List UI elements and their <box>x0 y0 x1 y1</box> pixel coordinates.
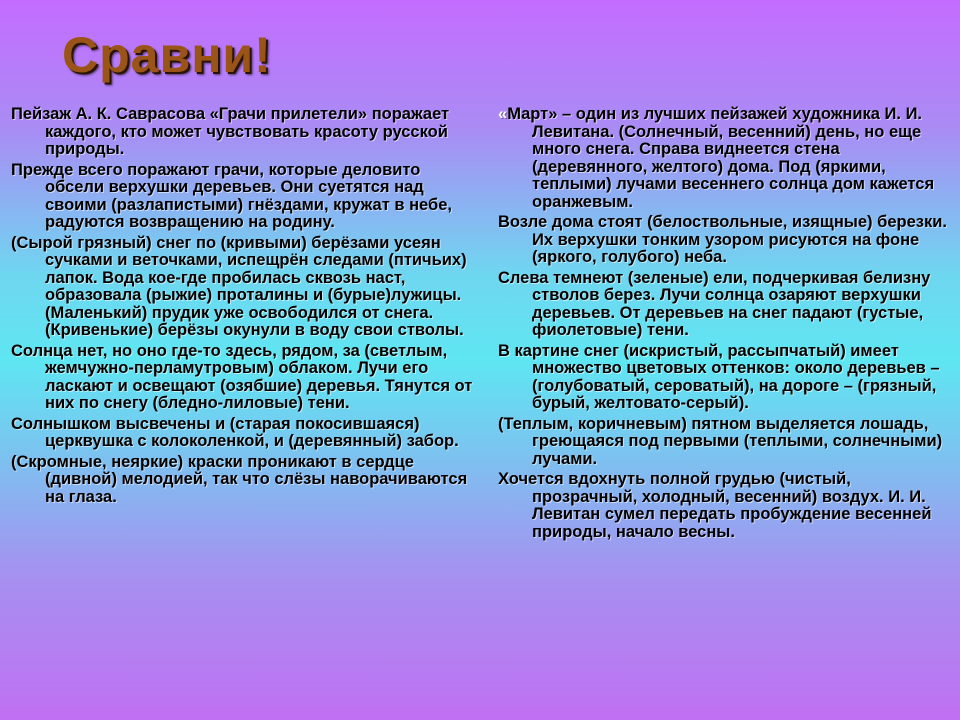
left-column <box>11 106 481 509</box>
right-paragraph-5: (Теплым, коричневым) пятном выделяется лошадь, греющаяся под первыми (теплыми, солнечными) лучами. <box>498 414 943 468</box>
left-paragraph-4: Солнца нет, но оно где-то здесь, рядом, за (светлым, жемчужно-перламутровым) облаком. Лучи его ласкают и освещают (озябшие) деревья. Тянутся от них по снегу (бледно-лиловые) тени. <box>11 341 473 412</box>
right-paragraph-1 <box>498 106 953 211</box>
left-paragraph-3: (Сырой грязный) снег по (кривыми) берёзами усеян сучками и веточками, испещрён следами (птичьих) лапок. Вода кое-где пробилась сквозь наст, образовала (рыжие) проталины и (бурые)лужицы. (Маленький) прудик уже освободился от снега. (Кривенькие) берёзы окунули в воду свои стволы. <box>11 233 467 339</box>
right-paragraph-6: Хочется вдохнуть полной грудью (чистый, прозрачный, холодный, весенний) воздух. И. И. Левитан сумел передать пробуждение весенней природы, начало весны. <box>498 470 932 541</box>
left-paragraph-2: Прежде всего поражают грачи, которые деловито обсели верхушки деревьев. Они суетятся над своими (разлапистыми) гнёздами, кружат в небе, радуются возвращению на родину. <box>11 160 452 231</box>
opening-quote-mark: « <box>498 105 508 123</box>
left-paragraph-1: Пейзаж А. К. Саврасова «Грачи прилетели» поражает каждого, кто может чувствовать красоту русской природы. <box>11 105 450 158</box>
slide-title: Сравни! <box>62 27 272 83</box>
right-paragraph-1-text: Март» – один из лучших пейзажей художника И. И. Левитана. (Солнечный, весенний) день, но еще много снега. Справа виднеется стена (деревянного, желтого) дома. Под (яркими, теплыми) лучами весеннего солнца дом кажется оранжевым. <box>507 105 935 211</box>
left-paragraph-5: Солнышком высвечены и (старая покосившаяся) церквушка с колоколенкой, и (деревянный) забор. <box>11 414 459 450</box>
right-column <box>498 106 953 544</box>
left-paragraph-6: (Скромные, неяркие) краски проникают в сердце (дивной) мелодией, так что слёзы наворачиваются на глаза. <box>11 452 468 506</box>
right-paragraph-2: Возле дома стоят (белоствольные, изящные) березки. Их верхушки тонким узором рисуются на фоне (яркого, голубого) неба. <box>498 213 947 266</box>
right-paragraph-4: В картине снег (искристый, рассыпчатый) имеет множество цветовых оттенков: около деревьев – (голубоватый, сероватый), на дороге – (грязный, бурый, желтовато-серый). <box>498 341 940 412</box>
right-paragraph-3: Слева темнеют (зеленые) ели, подчеркивая белизну стволов берез. Лучи солнца озаряют верхушки деревьев. От деревьев на снег падают (густые, фиолетовые) тени. <box>498 268 931 339</box>
